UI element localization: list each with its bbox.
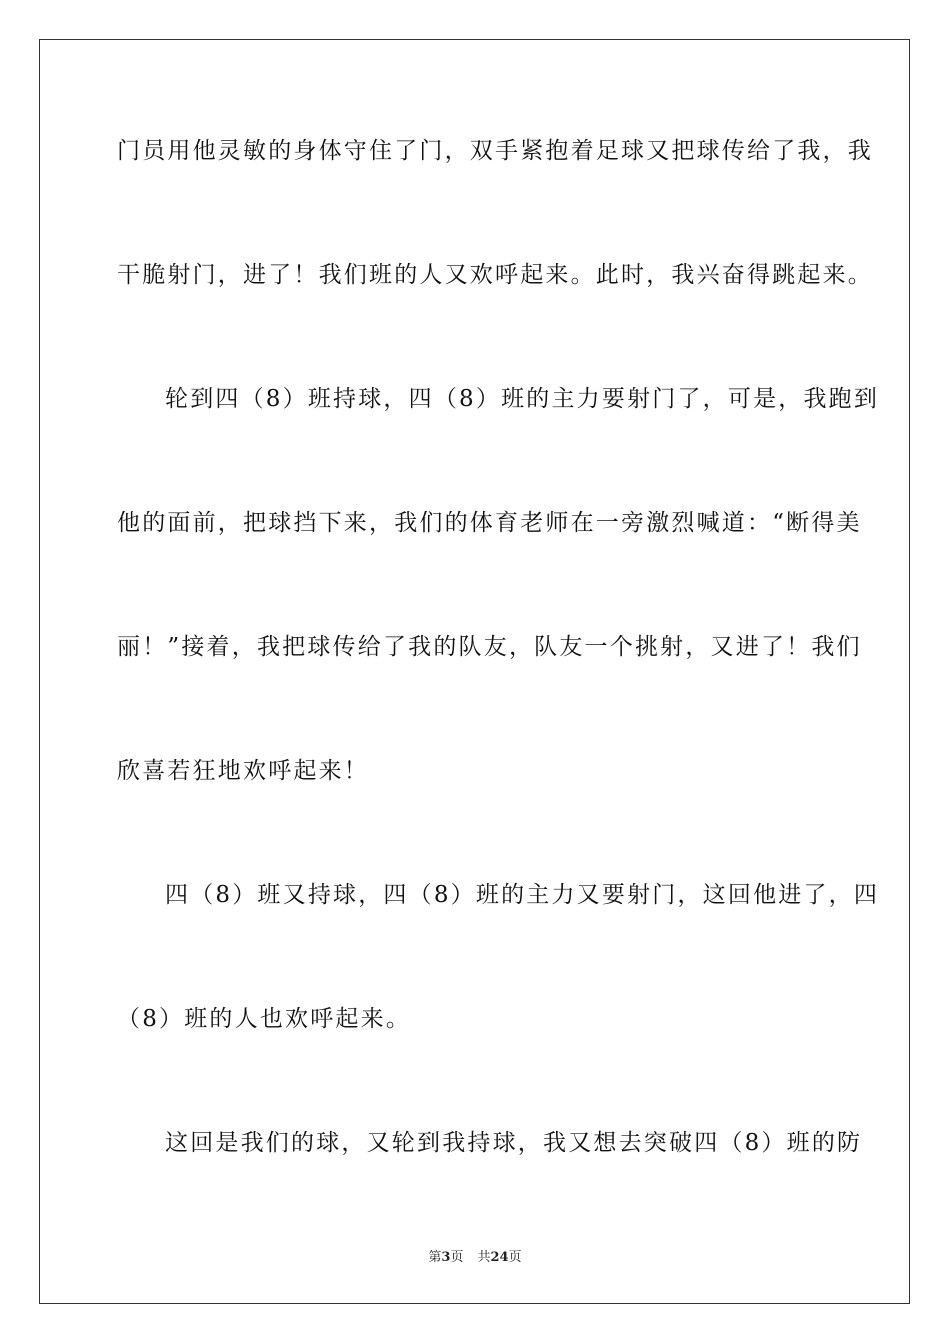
text-line-1: 门员用他灵敏的身体守住了门，双手紧抱着足球又把球传给了我，我 (117, 138, 873, 164)
current-page-number: 3 (441, 1250, 451, 1265)
text-line-2: 干脆射门，进了！我们班的人又欢呼起来。此时，我兴奋得跳起来。 (117, 262, 873, 288)
text-line-5: 丽！”接着，我把球传给了我的队友，队友一个挑射，又进了！我们 (117, 634, 862, 660)
page-footer (0, 1249, 950, 1267)
page-prefix: 第 (428, 1250, 442, 1265)
text-line-4: 他的面前，把球挡下来，我们的体育老师在一旁激烈喊道：“断得美 (117, 510, 862, 536)
total-unit: 页 (508, 1250, 522, 1265)
total-page-count: 24 (490, 1250, 509, 1265)
page-border (39, 39, 910, 1304)
text-line-3: 轮到四（8）班持球，四（8）班的主力要射门了，可是，我跑到 (165, 386, 880, 412)
text-line-6: 欣喜若狂地欢呼起来！ (117, 758, 369, 784)
total-prefix: 共 (477, 1250, 491, 1265)
text-line-8: （8）班的人也欢呼起来。 (117, 1006, 412, 1032)
page-unit: 页 (450, 1250, 464, 1265)
text-line-7: 四（8）班又持球，四（8）班的主力又要射门，这回他进了，四 (165, 882, 880, 908)
text-line-9: 这回是我们的球，又轮到我持球，我又想去突破四（8）班的防 (165, 1130, 863, 1156)
